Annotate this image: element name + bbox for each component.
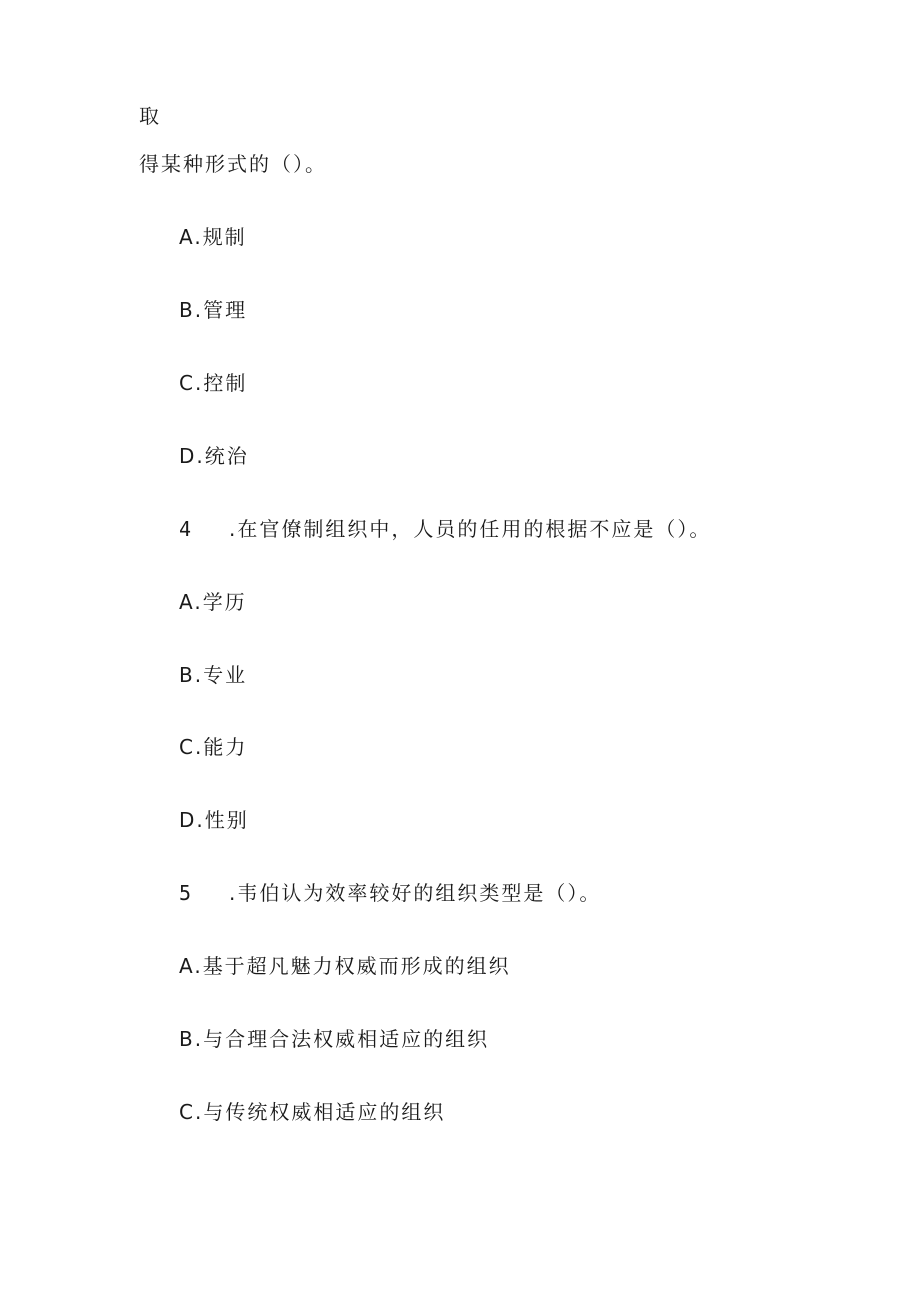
continuation-line-1: 取	[139, 104, 161, 128]
q3-option-c: C.控制	[179, 371, 248, 395]
q3-option-d: D.统治	[179, 444, 249, 468]
q3-option-a: A.规制	[179, 225, 247, 249]
q4-option-c: C.能力	[179, 735, 248, 759]
q5-text: .韦伯认为效率较好的组织类型是（）。	[229, 881, 602, 905]
q4-option-b: B.专业	[179, 663, 248, 687]
q5-option-a: A.基于超凡魅力权威而形成的组织	[179, 954, 511, 978]
q4-number: 4	[179, 517, 192, 541]
q4-option-a: A.学历	[179, 590, 247, 614]
q5-option-c: C.与传统权威相适应的组织	[179, 1100, 446, 1124]
q5-option-b: B.与合理合法权威相适应的组织	[179, 1027, 490, 1051]
q3-option-b: B.管理	[179, 298, 248, 322]
q5-number: 5	[179, 881, 192, 905]
q4-text: .在官僚制组织中，人员的任用的根据不应是（）。	[229, 517, 712, 541]
continuation-line-2: 得某种形式的（）。	[139, 152, 327, 176]
q4-option-d: D.性别	[179, 808, 249, 832]
